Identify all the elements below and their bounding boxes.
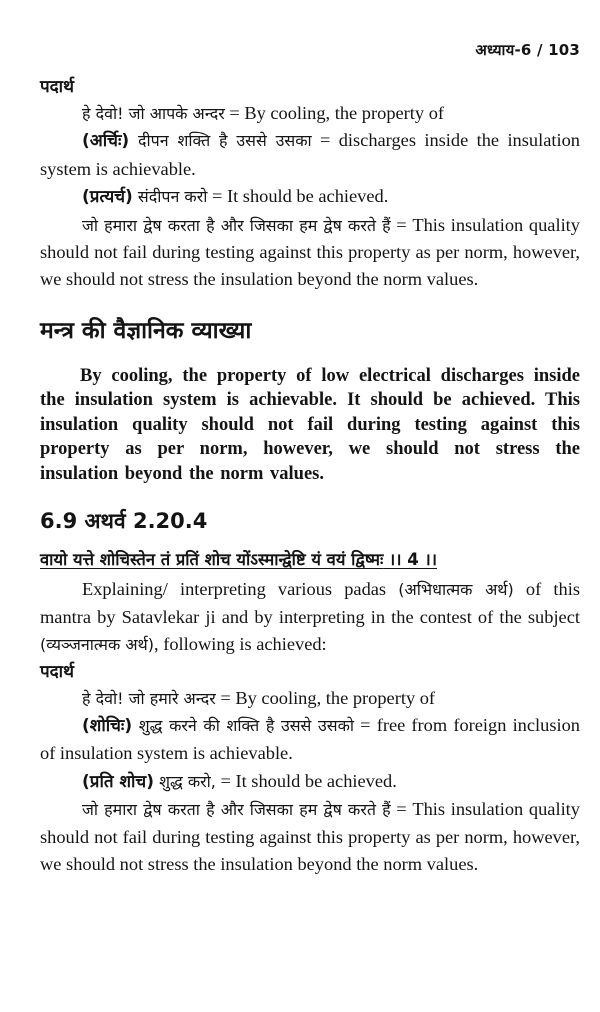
scientific-summary: By cooling, the property of low electrical discharges inside the insulation system is achievable. It should be achieved. This insulation quality should not fail during testing against this property as per norm, however, we should not stress the insulation beyond the norm values.: [40, 365, 580, 484]
english-text: = This insulation quality should not fail during testing against this property as per norm, however, we should not stress the insulation beyond the norm values.: [40, 214, 580, 290]
sanskrit-term: (प्रत्यर्च): [82, 187, 133, 208]
sanskrit-term: (शोचिः): [82, 715, 133, 736]
sanskrit-term: (अर्चिः): [82, 131, 130, 152]
padarth-line: [40, 212, 580, 294]
page-content: [40, 74, 580, 878]
padarth-line: [40, 127, 580, 183]
hindi-text: जो हमारा द्वेष करता है और जिसका हम द्वेष करते हैं: [82, 215, 391, 235]
section-heading: मन्त्र की वैज्ञानिक व्याख्या: [40, 317, 252, 344]
sanskrit-term: (प्रति शोच): [82, 771, 154, 792]
english-text: = free from foreign inclusion of insulation system is achievable.: [40, 714, 580, 764]
hindi-text: शुद्ध करने की शक्ति है उससे उसको: [132, 715, 355, 735]
padarth-line: [40, 796, 580, 878]
padarth-line: [40, 712, 580, 768]
hindi-text: हे देवो! जो आपके अन्दर: [82, 104, 225, 123]
padarth-label: पदार्थ: [40, 77, 74, 97]
english-text: Explaining/ interpreting various padas: [82, 579, 399, 600]
hindi-text: शुद्ध करो,: [153, 771, 216, 791]
running-head: अध्याय-6 / 103: [475, 41, 580, 59]
english-text: = It should be achieved.: [207, 186, 389, 207]
english-text: = This insulation quality should not fail during testing against this property as per norm, however, we should not stress the insulation beyond the norm values.: [40, 799, 580, 874]
english-text: of this mantra by Satavlekar ji and by interpreting in the contest of the subject: [40, 579, 580, 627]
intro-paragraph: [40, 576, 580, 658]
hindi-text: हे देवो! जो हमारे अन्दर: [82, 688, 216, 708]
hindi-text: (व्यञ्जनात्मक अर्थ): [40, 635, 155, 655]
hindi-text: संदीपन करो: [132, 187, 208, 207]
hindi-text: दीपन शक्ति है उससे उसका: [129, 131, 312, 151]
hindi-text: (अभिधात्मक अर्थ): [398, 580, 514, 600]
padarth-line: [40, 100, 580, 127]
english-text: = By cooling, the property of: [215, 687, 436, 708]
verse-number: ।। 4 ।।: [383, 550, 438, 570]
mantra-verse: [40, 546, 580, 574]
english-text: , following is achieved:: [154, 634, 327, 655]
padarth-line: [40, 768, 580, 796]
english-text: = It should be achieved.: [215, 770, 397, 791]
padarth-line: [40, 685, 580, 712]
english-text: = discharges inside the insulation system is achievable.: [40, 130, 580, 179]
hindi-text: जो हमारा द्वेष करता है और जिसका हम द्वेष करते हैं: [82, 800, 391, 820]
section-number-heading: 6.9 अथर्व 2.20.4: [40, 509, 208, 534]
padarth-label: पदार्थ: [40, 661, 74, 682]
verse-text: वायो यत्ते शोचिस्तेन तं प्रतिं शोच योंऽस्मान्द्वेष्टि यं वयं द्विष्मः: [40, 550, 384, 570]
padarth-line: [40, 183, 580, 211]
english-text: = By cooling, the property of: [224, 103, 445, 123]
